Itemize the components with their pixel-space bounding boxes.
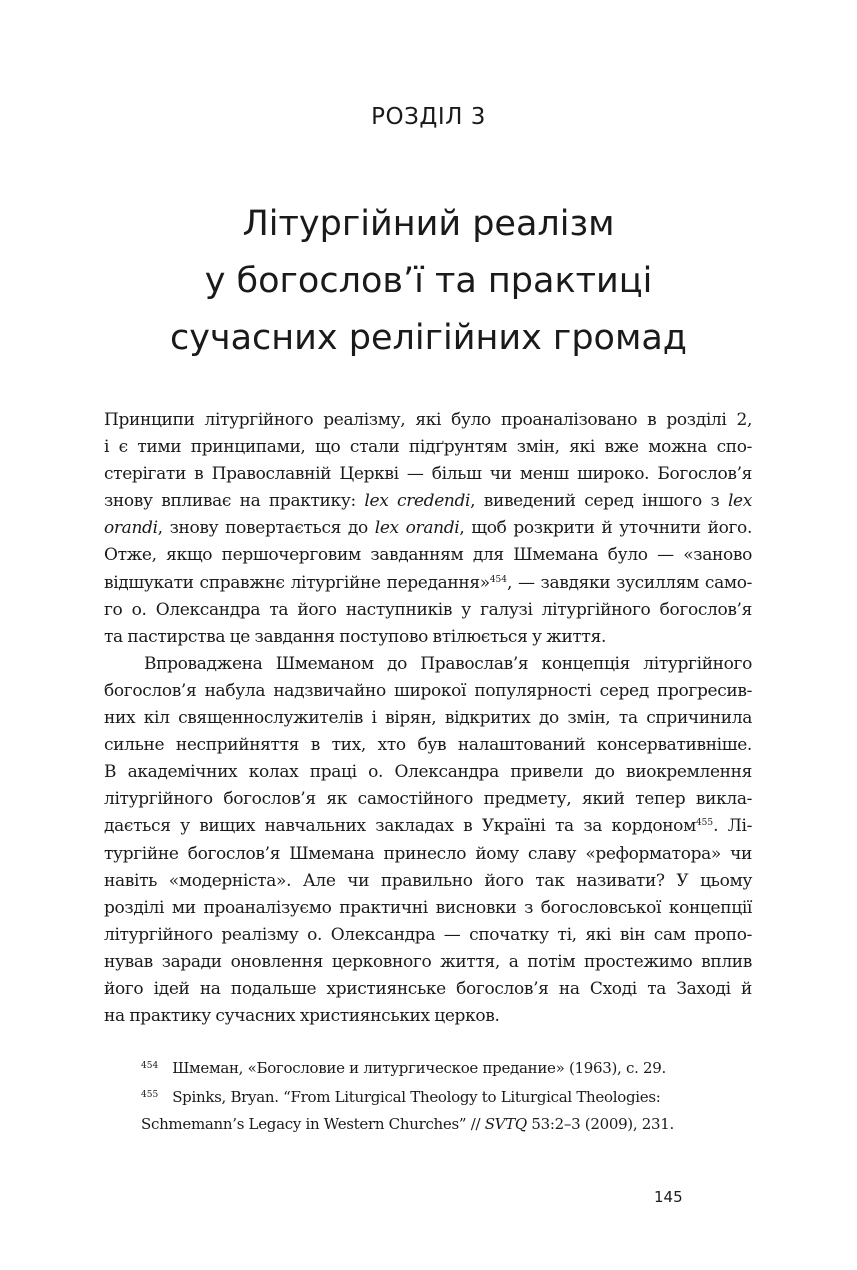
latin-term: orandi bbox=[104, 518, 158, 539]
text-span: , виведений серед іншого з bbox=[470, 491, 728, 512]
footnote-454 bbox=[141, 1053, 752, 1082]
text-span: , щоб розкрити й уточнити його. bbox=[459, 518, 752, 539]
footnote-text: 53:2–3 (2009), 231. bbox=[526, 1115, 674, 1133]
footnote-text: Шмеман, «Богословие и литургическое предание» (1963), с. 29. bbox=[172, 1059, 666, 1077]
chapter-title-line: Літургійний реалізм bbox=[242, 204, 615, 244]
footnote-text: Schmemann’s Legacy in Western Churches” // bbox=[141, 1115, 485, 1133]
footnote-reference[interactable]: 454 bbox=[489, 574, 507, 585]
text-line: тургійне богослов’я Шмемана принесло йому славу «реформатора» чи bbox=[104, 843, 752, 864]
chapter-label: РОЗДІЛ 3 bbox=[371, 104, 486, 130]
latin-term: lex orandi bbox=[374, 518, 460, 539]
footnote-455-continued bbox=[141, 1111, 752, 1138]
text-span: , — завдяки зусиллям само- bbox=[507, 572, 753, 593]
chapter-title-line: у богослов’ї та практиці bbox=[204, 261, 653, 301]
latin-term: lex bbox=[727, 491, 752, 512]
chapter-title bbox=[0, 196, 857, 367]
text-line: нував заради оновлення церковного життя, а потім простежимо вплив bbox=[104, 951, 752, 972]
text-line: навіть «модерніста». Але чи правильно його так називати? У цьому bbox=[104, 870, 752, 891]
text-line: Отже, якщо першочерговим завданням для Шмемана було — «заново bbox=[104, 545, 752, 566]
text-line: стерігати в Православній Церкві — більш чи менш широко. Богослов’я bbox=[104, 464, 752, 485]
text-line bbox=[104, 813, 752, 840]
page-number: 145 bbox=[654, 1188, 683, 1206]
latin-term: lex credendi bbox=[364, 491, 471, 512]
text-line: його ідей на подальше християнське богослов’я на Сході та Заході й bbox=[104, 978, 752, 999]
text-span: , знову повертається до bbox=[157, 518, 375, 539]
footnote-455 bbox=[141, 1082, 752, 1111]
text-line: та пастирства це завдання поступово втілюється у життя. bbox=[104, 626, 607, 647]
text-line bbox=[104, 570, 752, 597]
text-line bbox=[104, 488, 752, 515]
text-line: Принципи літургійного реалізму, які було проаналізовано в розділі 2, bbox=[104, 410, 752, 430]
text-line: го о. Олександра та його наступників у галузі літургійного богослов’я bbox=[104, 599, 752, 620]
text-line: літургійного реалізму о. Олександра — спочатку ті, які він сам пропо- bbox=[104, 924, 752, 945]
text-line bbox=[104, 515, 752, 542]
footnote-number: 454 bbox=[141, 1061, 159, 1071]
text-line: В академічних колах праці о. Олександра привели до виокремлення bbox=[104, 762, 752, 783]
footnote-text: Spinks, Bryan. “From Liturgical Theology to Liturgical Theologies: bbox=[172, 1088, 661, 1106]
body-text bbox=[104, 407, 752, 1030]
text-line: на практику сучасних християнських церков. bbox=[104, 1006, 500, 1027]
text-line: них кіл священнослужителів і вірян, відкритих до змін, та спричинила bbox=[104, 708, 752, 729]
text-span: . Лі- bbox=[713, 816, 752, 837]
text-line: богослов’я набула надзвичайно широкої популярності серед прогресив- bbox=[104, 680, 752, 701]
text-span: дається у вищих навчальних закладах в Україні та за кордоном bbox=[104, 816, 696, 837]
chapter-title-line: сучасних релігійних громад bbox=[169, 318, 688, 358]
text-line: сильне несприйняття в тих, хто був налаштований консервативніше. bbox=[104, 735, 752, 756]
paragraph-2 bbox=[104, 651, 752, 1030]
text-line: розділі ми проаналізуємо практичні висновки з богословської концепції bbox=[104, 897, 752, 918]
footnote-number: 455 bbox=[141, 1090, 159, 1100]
footnote-reference[interactable]: 455 bbox=[695, 818, 714, 829]
text-span: знову впливає на практику: bbox=[104, 491, 365, 512]
text-line: і є тими принципами, що стали підґрунтям змін, які вже можна спо- bbox=[104, 437, 752, 458]
journal-abbrev: SVTQ bbox=[484, 1115, 527, 1133]
text-line: Впроваджена Шмеманом до Православ’я концепція літургійного bbox=[144, 653, 752, 674]
text-line: літургійного богослов’я як самостійного предмету, який тепер викла- bbox=[104, 789, 752, 810]
text-span: відшукати справжнє літургійне передання» bbox=[104, 572, 490, 593]
paragraph-1 bbox=[104, 407, 752, 651]
footnotes bbox=[141, 1053, 752, 1138]
